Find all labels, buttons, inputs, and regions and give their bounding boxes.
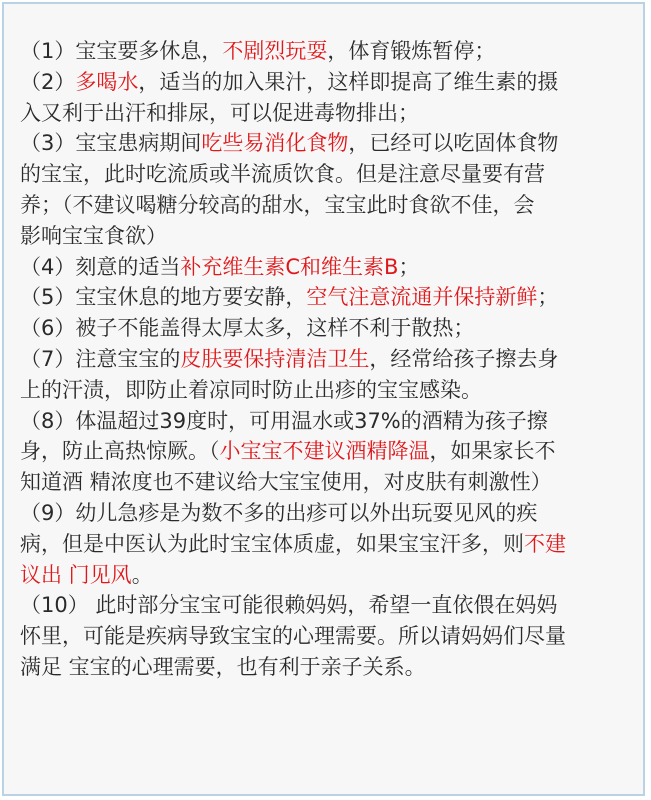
- body-text: 病，但是中医认为此时宝宝体质虚，如果宝宝汗多，则: [20, 531, 524, 556]
- body-text: 怀里，可能是疾病导致宝宝的心理需要。所以请妈妈们尽量: [20, 624, 566, 649]
- article-card: [2, 2, 645, 796]
- text-line: [20, 67, 635, 98]
- body-text: （5）宝宝休息的地方要安静，: [20, 285, 307, 310]
- body-text: （7）注意宝宝的: [20, 346, 181, 371]
- highlighted-text: 补充维生素C和维生素B: [180, 254, 399, 279]
- body-text: （9）幼儿急疹是为数不多的出疹可以外出玩耍见风的疾: [20, 500, 538, 525]
- text-line: [20, 282, 635, 313]
- body-text: （2）: [20, 69, 76, 94]
- text-line: [20, 128, 635, 159]
- body-text: ；: [537, 285, 559, 310]
- body-text: ，已经可以吃固体食物: [348, 131, 559, 156]
- text-line: [20, 344, 635, 375]
- highlighted-text: 议出 门见风: [20, 562, 132, 587]
- body-text: 满足 宝宝的心理需要，也有利于亲子关系。: [20, 654, 426, 679]
- highlighted-text: 不剧烈玩耍: [222, 39, 328, 63]
- body-text: （4）刻意的适当: [20, 254, 181, 279]
- text-line: [20, 621, 635, 652]
- body-text: 知道酒 精浓度也不建议给大宝宝使用，对皮肤有刺激性）: [20, 470, 552, 495]
- text-line: [20, 252, 635, 283]
- highlighted-text: 吃些易消化食物: [201, 131, 349, 156]
- text-line: [20, 190, 635, 221]
- body-text: 身，防止高热惊厥。（: [20, 439, 220, 464]
- highlighted-text: 多喝水: [75, 69, 139, 94]
- body-text: ，如果家长不: [429, 439, 556, 464]
- body-text: （8）体温超过39度时，可用温水或37%的酒精为孩子擦: [20, 408, 548, 433]
- text-line: [20, 529, 635, 560]
- body-text: （3）宝宝患病期间: [20, 131, 202, 156]
- body-text: 入又利于出汗和排尿，可以促进毒物排出；: [20, 100, 419, 125]
- text-line: [20, 498, 635, 529]
- text-line: [20, 590, 635, 621]
- text-line: [20, 560, 635, 591]
- body-text: （10） 此时部分宝宝可能很赖妈妈，希望一直依偎在妈妈: [20, 593, 558, 618]
- text-line: [20, 159, 635, 190]
- article-body: [20, 36, 635, 683]
- text-line: [20, 375, 635, 406]
- text-line: [20, 652, 635, 683]
- text-line: [20, 36, 635, 67]
- body-text: （1）宝宝要多休息，: [20, 39, 223, 63]
- body-text: ；: [398, 254, 420, 279]
- text-line: [20, 467, 635, 498]
- text-line: [20, 221, 635, 252]
- body-text: 影响宝宝食欲）: [20, 223, 167, 248]
- text-line: [20, 436, 635, 467]
- highlighted-text: 皮肤要保持清洁卫生: [180, 346, 370, 371]
- body-text: 上的汗渍，即防止着凉同时防止出疹的宝宝感染。: [20, 377, 482, 402]
- highlighted-text: 不建: [524, 531, 566, 556]
- body-text: ，体育锻炼暂停；: [327, 39, 496, 63]
- body-text: 。: [131, 562, 153, 587]
- text-line: [20, 313, 635, 344]
- body-text: ，适当的加入果汁，这样即提高了维生素的摄: [138, 69, 559, 94]
- body-text: 养；（不建议喝糖分较高的甜水，宝宝此时食欲不佳，会: [20, 192, 535, 217]
- body-text: 的宝宝，此时吃流质或半流质饮食。但是注意尽量要有营: [20, 162, 545, 187]
- highlighted-text: 空气注意流通并保持新鲜: [306, 285, 538, 310]
- highlighted-text: 小宝宝不建议酒精降温: [219, 439, 430, 464]
- body-text: ，经常给孩子擦去身: [369, 346, 559, 371]
- body-text: （6）被子不能盖得太厚太多，这样不利于散热；: [20, 316, 475, 341]
- text-line: [20, 406, 635, 437]
- text-line: [20, 98, 635, 129]
